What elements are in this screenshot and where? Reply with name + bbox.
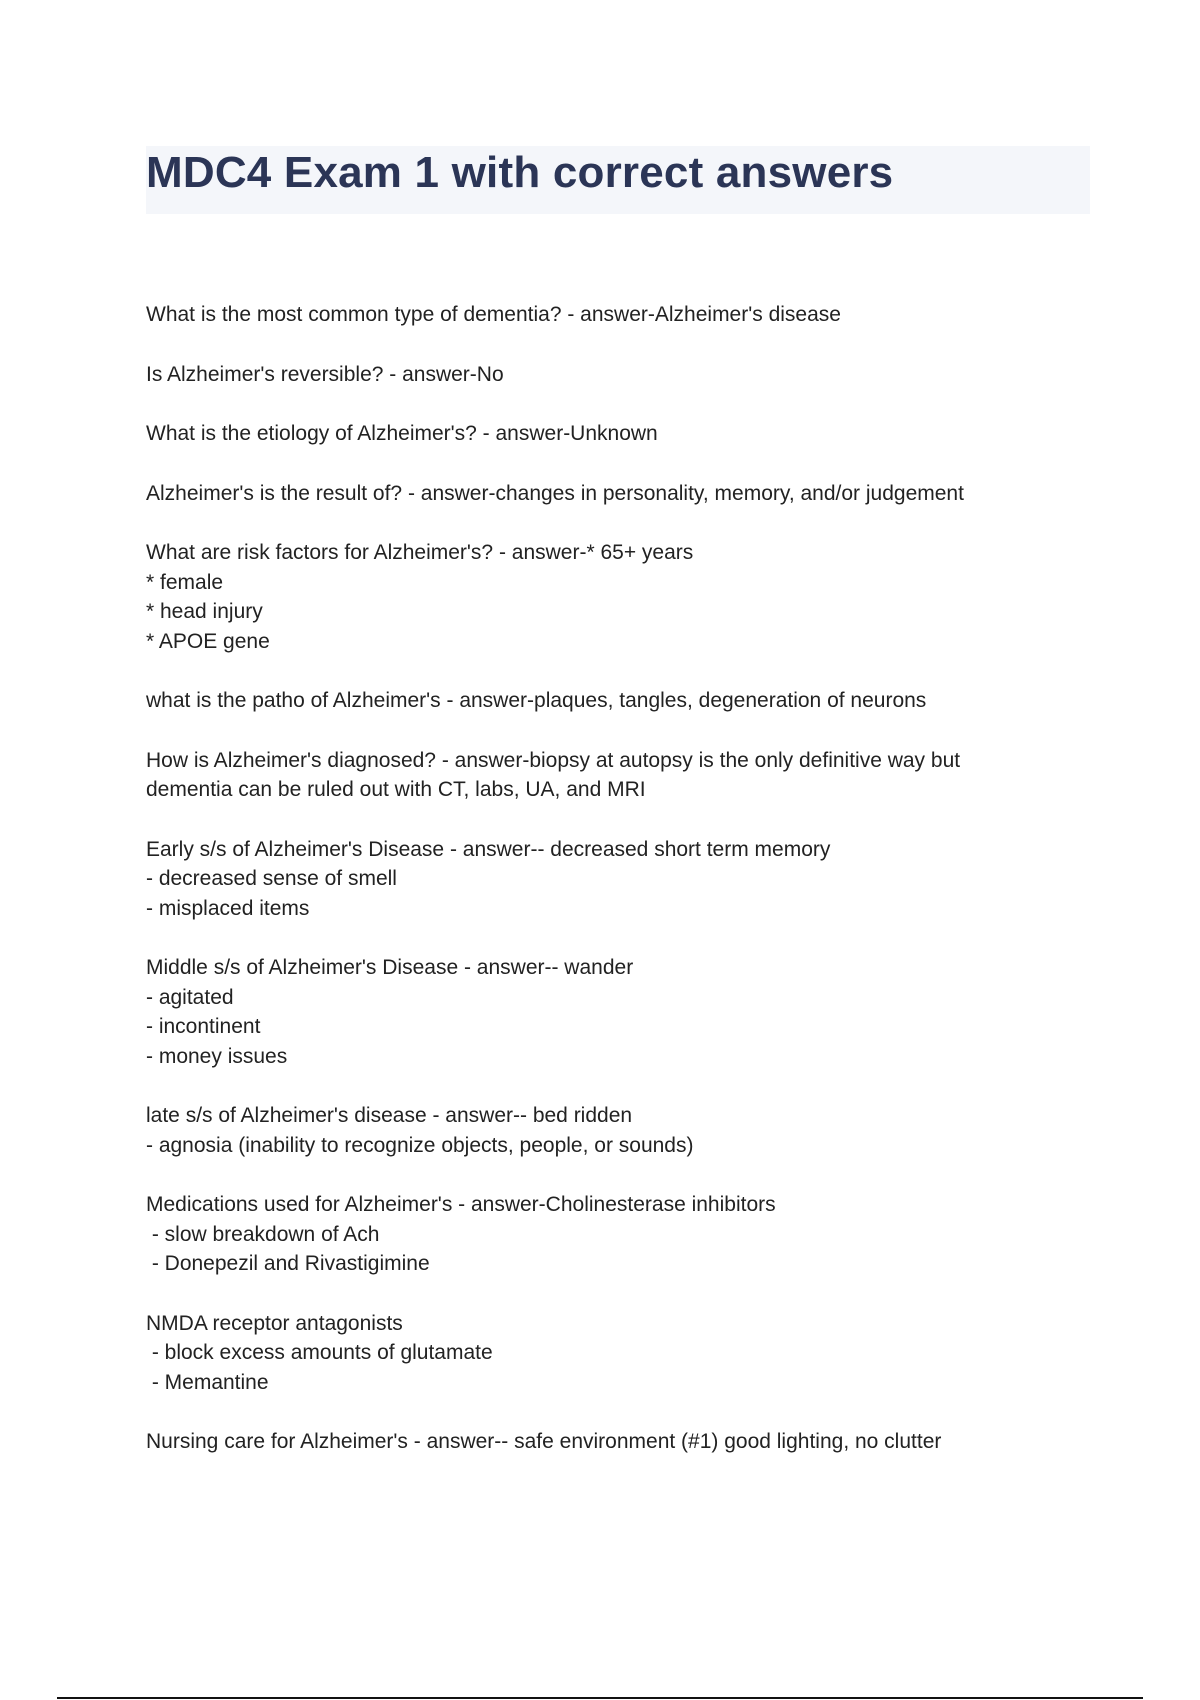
qa-item (146, 1190, 1046, 1279)
qa-question-line: what is the patho of Alzheimer's - answer-plaques, tangles, degeneration of neurons (146, 689, 927, 712)
qa-answer-line: * APOE gene (146, 629, 270, 653)
footer-divider (57, 1697, 1143, 1699)
qa-item (146, 953, 1046, 1071)
qa-question-line: Middle s/s of Alzheimer's Disease - answer-- wander (146, 956, 634, 979)
qa-item (146, 686, 1046, 716)
qa-item (146, 1309, 1046, 1398)
qa-question-line: What is the etiology of Alzheimer's? - answer-Unknown (146, 422, 658, 445)
qa-answer-line: - agitated (146, 985, 234, 1009)
qa-answer-line: - decreased sense of smell (146, 867, 397, 890)
qa-item (146, 746, 1046, 805)
qa-question-line: Alzheimer's is the result of? - answer-changes in personality, memory, and/or judgement (146, 481, 964, 505)
qa-item (146, 300, 1046, 330)
qa-item (146, 835, 1046, 924)
qa-item (146, 419, 1046, 449)
qa-item (146, 1101, 1046, 1160)
qa-item (146, 479, 1046, 509)
qa-question-line: What is the most common type of dementia? - answer-Alzheimer's disease (146, 303, 841, 326)
qa-question-line: Early s/s of Alzheimer's Disease - answer-- decreased short term memory (146, 837, 831, 861)
qa-answer-line: - Memantine (146, 1370, 269, 1394)
qa-item (146, 1427, 1046, 1457)
qa-answer-line: dementia can be ruled out with CT, labs, UA, and MRI (146, 778, 646, 801)
qa-item (146, 538, 1046, 656)
page-title: MDC4 Exam 1 with correct answers (146, 148, 894, 197)
qa-question-line: late s/s of Alzheimer's disease - answer-- bed ridden (146, 1104, 633, 1127)
qa-answer-line: - block excess amounts of glutamate (146, 1341, 493, 1364)
qa-question-line: What are risk factors for Alzheimer's? - answer-* 65+ years (146, 541, 694, 564)
qa-question-line: How is Alzheimer's diagnosed? - answer-biopsy at autopsy is the only definitive way but (146, 748, 961, 772)
qa-question-line: Medications used for Alzheimer's - answer-Cholinesterase inhibitors (146, 1193, 776, 1216)
qa-answer-line: - misplaced items (146, 896, 310, 920)
qa-answer-line: * head injury (146, 600, 263, 623)
qa-answer-line: - agnosia (inability to recognize objects, people, or sounds) (146, 1133, 694, 1157)
qa-answer-line: * female (146, 570, 224, 594)
qa-answer-line: - slow breakdown of Ach (146, 1222, 380, 1246)
qa-answer-line: - incontinent (146, 1015, 261, 1038)
qa-question-line: Is Alzheimer's reversible? - answer-No (146, 362, 504, 386)
qa-answer-line: - money issues (146, 1044, 288, 1068)
qa-question-line: Nursing care for Alzheimer's - answer-- safe environment (#1) good lighting, no clutter (146, 1430, 942, 1453)
qa-list (146, 300, 1046, 1487)
qa-question-line: NMDA receptor antagonists (146, 1311, 403, 1335)
qa-answer-line: - Donepezil and Rivastigimine (146, 1252, 430, 1275)
qa-item (146, 360, 1046, 390)
